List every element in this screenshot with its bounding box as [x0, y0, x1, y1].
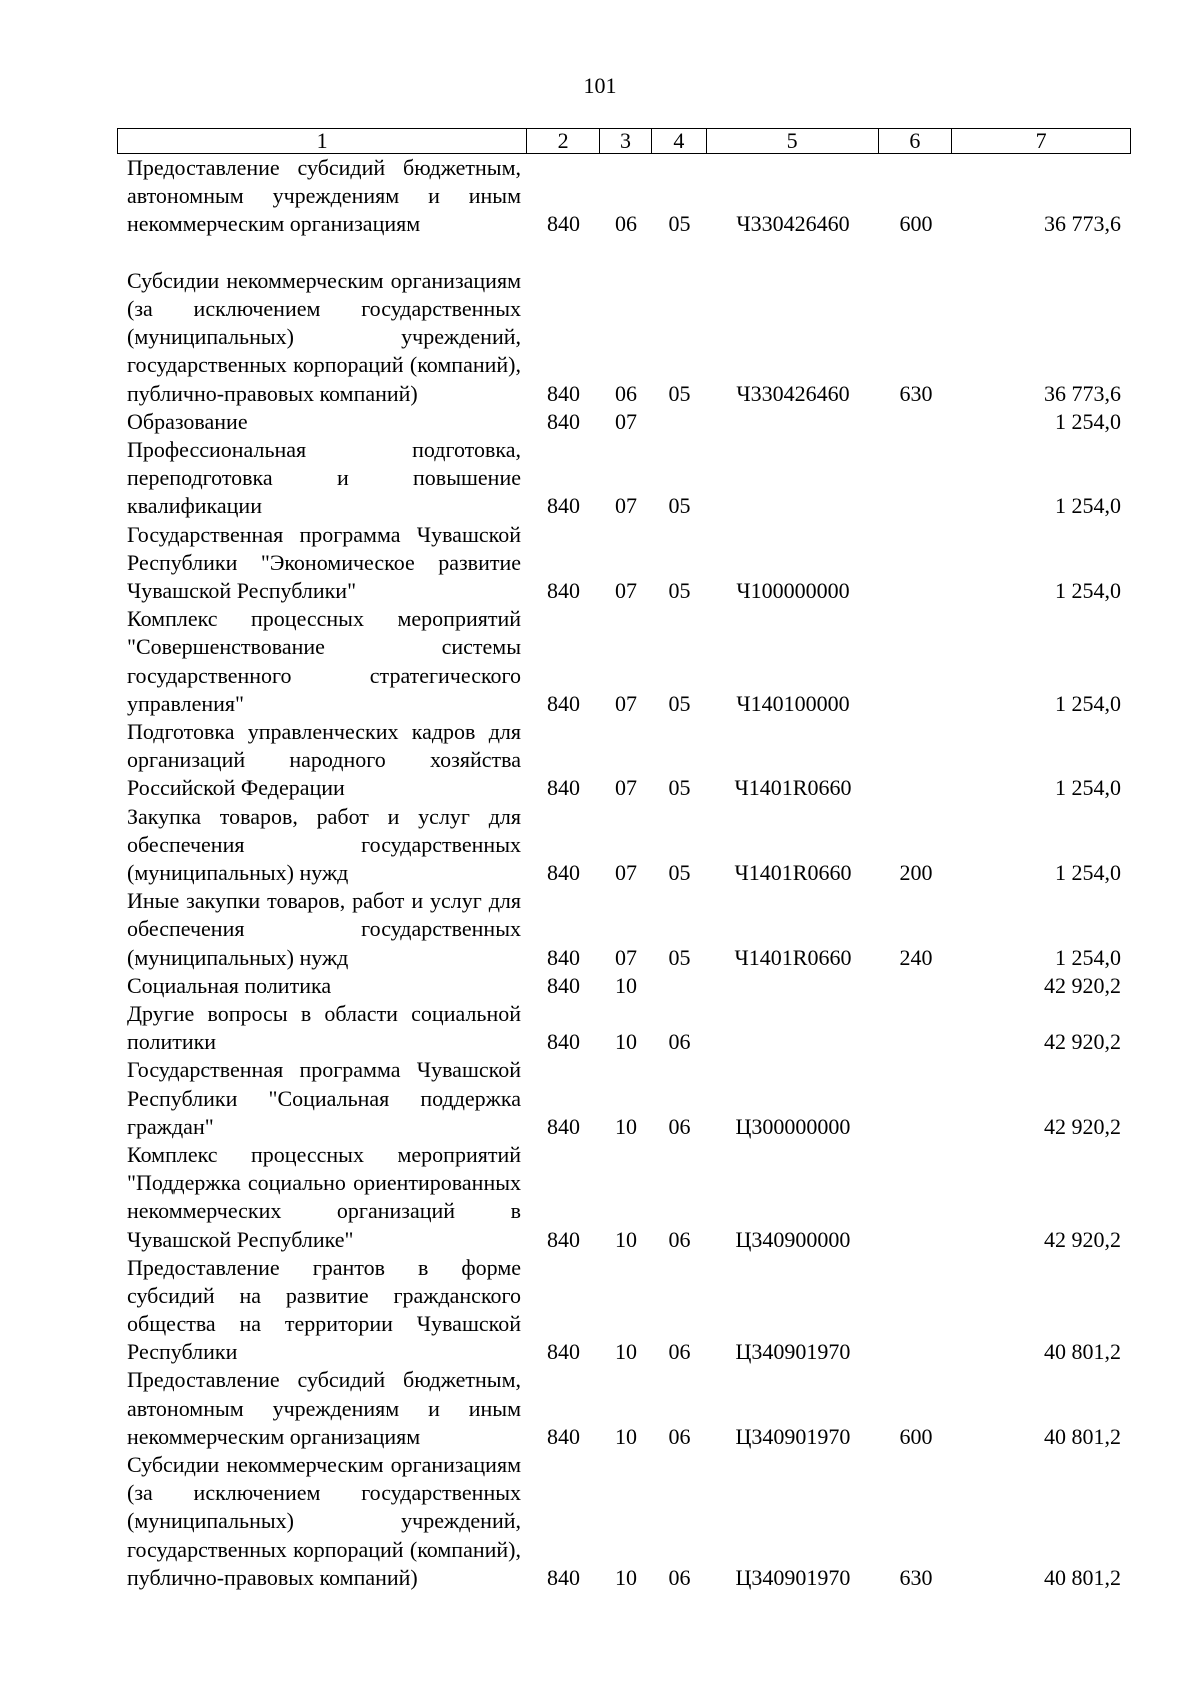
row-subsection-code: 05	[668, 775, 691, 801]
row-name: Субсидии некоммерческим организациям (за исключением государственных (муниципальных) учреждений, государственных корпораций (компаний), публично-правовых компаний)	[127, 1452, 521, 1590]
row-ministry-code: 840	[547, 408, 580, 434]
header-col-5: 5	[707, 129, 879, 153]
table-row	[117, 521, 1131, 606]
header-col-4: 4	[652, 129, 707, 153]
row-name: Субсидии некоммерческим организациям (за исключением государственных (муниципальных) учреждений, государственных корпораций (компаний), публично-правовых компаний)	[127, 267, 521, 406]
row-subsection-code: 05	[668, 493, 691, 519]
page-number: 101	[583, 73, 617, 98]
row-section-code: 10	[615, 1226, 637, 1252]
header-col-3: 3	[600, 129, 652, 153]
row-ministry-code: 840	[547, 690, 580, 716]
row-name: Социальная политика	[127, 972, 332, 998]
row-subsection-code: 05	[668, 944, 691, 970]
row-subsection-code: 06	[668, 1029, 691, 1055]
table-row	[117, 803, 1131, 888]
row-subsection-code: 05	[668, 380, 691, 406]
row-amount: 42 920,2	[1044, 1113, 1121, 1139]
row-section-code: 10	[615, 1029, 637, 1055]
row-name: Подготовка управленческих кадров для организаций народного хозяйства Российской Федерации	[127, 718, 521, 801]
row-amount: 1 254,0	[1055, 493, 1121, 519]
table-header	[117, 128, 1131, 154]
row-amount: 42 920,2	[1044, 1226, 1121, 1252]
row-target-code: Ц340901970	[735, 1339, 851, 1365]
row-target-code: Ч140100000	[736, 690, 850, 716]
row-amount: 1 254,0	[1055, 408, 1121, 434]
row-section-code: 10	[615, 1113, 637, 1139]
row-name: Предоставление субсидий бюджетным, автономным учреждениям и иным некоммерческим организациям	[127, 1367, 521, 1449]
row-ministry-code: 840	[547, 493, 580, 519]
row-ministry-code: 840	[547, 380, 580, 406]
row-ministry-code: 840	[547, 1226, 580, 1252]
row-expense-type-code: 600	[899, 211, 933, 237]
row-section-code: 10	[615, 1564, 637, 1590]
row-expense-type-code: 200	[899, 859, 933, 885]
row-ministry-code: 840	[547, 1423, 580, 1449]
row-target-code: Ч330426460	[736, 211, 850, 237]
row-name: Профессиональная подготовка, переподготовка и повышение квалификации	[127, 436, 521, 519]
row-amount: 42 920,2	[1044, 1029, 1121, 1055]
row-target-code: Ч1401R0660	[734, 859, 852, 885]
row-subsection-code: 06	[668, 1113, 691, 1139]
row-amount: 40 801,2	[1044, 1423, 1121, 1449]
row-ministry-code: 840	[547, 775, 580, 801]
table-body	[117, 154, 1131, 1592]
row-name: Государственная программа Чувашской Республики "Социальная поддержка граждан"	[127, 1057, 521, 1139]
row-section-code: 10	[615, 1423, 637, 1449]
row-section-code: 07	[615, 493, 637, 519]
table-row	[117, 1254, 1131, 1367]
row-subsection-code: 05	[668, 211, 691, 237]
table-row	[117, 154, 1131, 239]
row-section-code: 07	[615, 408, 637, 434]
header-col-2: 2	[527, 129, 600, 153]
row-ministry-code: 840	[547, 1029, 580, 1055]
row-expense-type-code: 600	[899, 1423, 933, 1449]
row-ministry-code: 840	[547, 859, 580, 885]
table-row	[117, 1451, 1131, 1592]
row-subsection-code: 06	[668, 1226, 691, 1252]
row-target-code: Ч1401R0660	[734, 944, 852, 970]
table-row	[117, 1367, 1131, 1452]
table-row	[117, 605, 1131, 718]
row-ministry-code: 840	[547, 1564, 580, 1590]
table-row	[117, 408, 1131, 436]
header-col-6: 6	[879, 129, 953, 153]
row-subsection-code: 06	[668, 1564, 691, 1590]
table-row	[117, 718, 1131, 803]
row-name: Другие вопросы в области социальной политики	[127, 1000, 521, 1055]
row-name: Закупка товаров, работ и услуг для обеспечения государственных (муниципальных) нужд	[127, 803, 521, 885]
row-section-code: 10	[615, 972, 637, 998]
header-col-1: 1	[118, 129, 527, 153]
row-ministry-code: 840	[547, 1113, 580, 1139]
table-row	[117, 1000, 1131, 1056]
row-ministry-code: 840	[547, 944, 580, 970]
row-name: Предоставление грантов в форме субсидий на развитие гражданского общества на территории Чувашской Республики	[127, 1254, 521, 1365]
row-target-code: Ц300000000	[735, 1113, 851, 1139]
row-amount: 1 254,0	[1055, 577, 1121, 603]
row-section-code: 07	[615, 944, 637, 970]
row-name: Государственная программа Чувашской Республики "Экономическое развитие Чувашской Республики"	[127, 521, 521, 603]
row-amount: 1 254,0	[1055, 775, 1121, 801]
row-target-code: Ц340901970	[735, 1564, 851, 1590]
row-section-code: 07	[615, 859, 637, 885]
row-amount: 40 801,2	[1044, 1564, 1121, 1590]
row-amount: 40 801,2	[1044, 1339, 1121, 1365]
table-row	[117, 972, 1131, 1000]
row-expense-type-code: 240	[899, 944, 933, 970]
row-ministry-code: 840	[547, 1339, 580, 1365]
row-amount: 36 773,6	[1044, 380, 1121, 406]
row-target-code: Ч330426460	[736, 380, 850, 406]
row-target-code: Ч1401R0660	[734, 775, 852, 801]
row-subsection-code: 06	[668, 1339, 691, 1365]
table-row	[117, 436, 1131, 521]
header-col-7: 7	[1035, 128, 1047, 153]
row-subsection-code: 05	[668, 690, 691, 716]
table-row	[117, 1141, 1131, 1254]
row-target-code: Ц340901970	[735, 1423, 851, 1449]
row-amount: 36 773,6	[1044, 211, 1121, 237]
row-section-code: 06	[615, 380, 637, 406]
row-amount: 1 254,0	[1055, 690, 1121, 716]
row-amount: 1 254,0	[1055, 859, 1121, 885]
row-name: Комплекс процессных мероприятий "Поддержка социально ориентированных некоммерческих организаций в Чувашской Республике"	[127, 1141, 521, 1252]
row-subsection-code: 05	[668, 859, 691, 885]
row-section-code: 07	[615, 690, 637, 716]
table-row	[117, 1056, 1131, 1141]
row-amount: 1 254,0	[1055, 944, 1121, 970]
row-expense-type-code: 630	[899, 1564, 933, 1590]
row-section-code: 06	[615, 211, 637, 237]
row-section-code: 07	[615, 577, 637, 603]
row-subsection-code: 06	[668, 1423, 691, 1449]
row-section-code: 10	[615, 1339, 637, 1365]
row-ministry-code: 840	[547, 972, 580, 998]
row-subsection-code: 05	[668, 577, 691, 603]
row-name: Иные закупки товаров, работ и услуг для обеспечения государственных (муниципальных) нужд	[127, 888, 521, 970]
row-target-code: Ц340900000	[735, 1226, 851, 1252]
row-expense-type-code: 630	[899, 380, 933, 406]
row-section-code: 07	[615, 775, 637, 801]
row-amount: 42 920,2	[1044, 972, 1121, 998]
row-name: Комплекс процессных мероприятий "Совершенствование системы государственного стратегического управления"	[127, 606, 521, 716]
row-ministry-code: 840	[547, 211, 580, 237]
table-row	[117, 887, 1131, 972]
row-name: Предоставление субсидий бюджетным, автономным учреждениям и иным некоммерческим организациям	[127, 154, 521, 237]
row-target-code: Ч100000000	[736, 577, 850, 603]
row-name: Образование	[127, 408, 248, 434]
table-row	[117, 239, 1131, 408]
row-ministry-code: 840	[547, 577, 580, 603]
